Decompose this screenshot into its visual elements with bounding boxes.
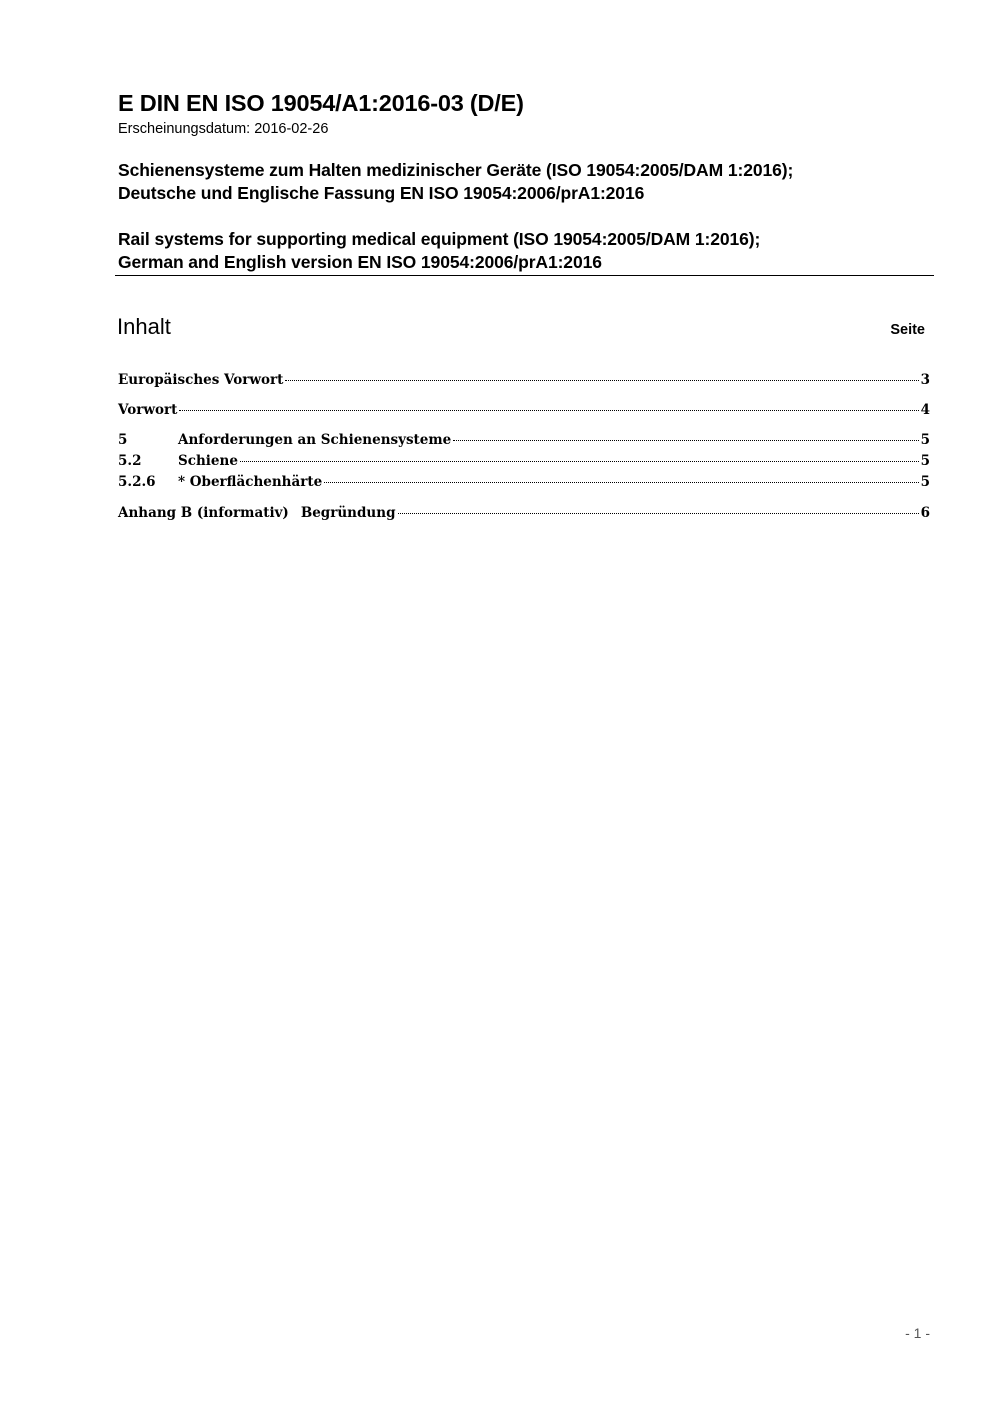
toc-entry-section-5-2-6[interactable]	[118, 474, 930, 494]
toc-dot-leader	[324, 482, 918, 483]
toc-entry-page: 5	[920, 453, 930, 469]
title-german-line-1: Schienensysteme zum Halten medizinischer Geräte (ISO 19054:2005/DAM 1:2016);	[118, 160, 794, 180]
toc-page-column-label: Seite	[890, 322, 925, 338]
toc-entry-title: Anhang B (informativ)	[118, 505, 289, 521]
title-english-line-2: German and English version EN ISO 19054:2006/prA1:2016	[118, 252, 602, 272]
toc-entry-title: Schiene	[178, 453, 238, 469]
toc-entry-page: 6	[920, 505, 930, 521]
toc-dot-leader	[179, 410, 918, 411]
toc-entry-title: Europäisches Vorwort	[118, 372, 284, 388]
toc-dot-leader	[285, 380, 918, 381]
toc-entry-number: 5.2.6	[118, 474, 156, 490]
toc-entry-page: 5	[920, 474, 930, 490]
toc-entry-page: 4	[920, 402, 930, 418]
toc-entry-european-foreword[interactable]	[118, 372, 930, 392]
toc-entry-annex-b[interactable]	[118, 505, 930, 525]
toc-entry-section-5[interactable]	[118, 432, 930, 452]
toc-entry-page: 3	[920, 372, 930, 388]
document-title: E DIN EN ISO 19054/A1:2016-03 (D/E)	[118, 90, 524, 116]
toc-dot-leader	[453, 440, 918, 441]
publication-date: Erscheinungsdatum: 2016-02-26	[118, 121, 329, 137]
toc-dot-leader	[240, 461, 919, 462]
toc-entry-title: * Oberflächenhärte	[178, 474, 323, 490]
toc-entry-subtitle: Begründung	[300, 505, 396, 521]
title-english-line-1: Rail systems for supporting medical equipment (ISO 19054:2005/DAM 1:2016);	[118, 229, 761, 249]
title-german-line-2: Deutsche und Englische Fassung EN ISO 19054:2006/prA1:2016	[118, 183, 645, 203]
toc-entry-section-5-2[interactable]	[118, 453, 930, 473]
header-divider	[115, 275, 934, 276]
toc-entry-foreword[interactable]	[118, 402, 930, 422]
toc-entry-page: 5	[920, 432, 930, 448]
page-number: - 1 -	[905, 1325, 930, 1341]
toc-heading: Inhalt	[117, 314, 171, 339]
toc-entry-title: Anforderungen an Schienensysteme	[178, 432, 452, 448]
toc-dot-leader	[398, 513, 919, 514]
toc-entry-title: Vorwort	[118, 402, 178, 418]
toc-entry-number: 5	[118, 432, 128, 448]
toc-entry-number: 5.2	[118, 453, 142, 469]
